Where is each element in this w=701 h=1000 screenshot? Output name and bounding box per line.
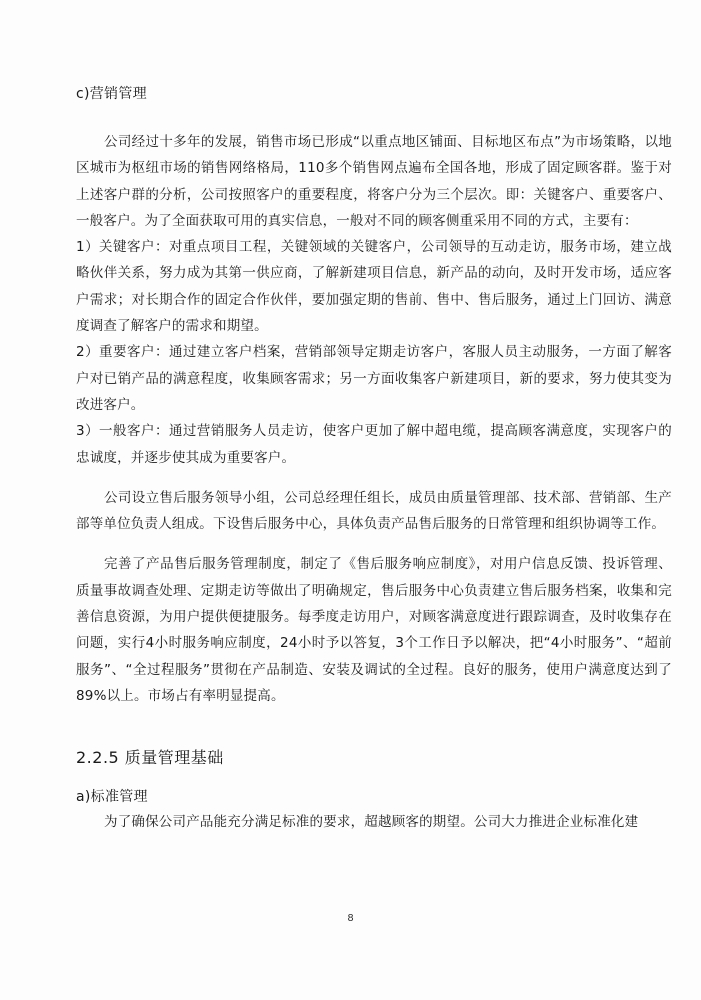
paragraph-after-sales-system: 完善了产品售后服务管理制度，制定了《售后服务响应制度》，对用户信息反馈、投诉管理、质量事故调查处理、定期走访等做出了明确规定，售后服务中心负责建立售后服务档案，收集和完善信息资源，为用户提供便捷服务。每季度走访用户，对顾客满意度进行跟踪调查，及时收集存在问题，实行4小时服务响应制度，24小时予以答复，3个工作日予以解决，把“4小时服务”、“超前服务”、“全过程服务”贯彻在产品制造、安装及调试的全过程。良好的服务，使用户满意度达到了89%以上。市场占有率明显提高。 (76, 556, 672, 704)
list-item-general-customers: 3）一般客户：通过营销服务人员走访，使客户更加了解中超电缆，提高顾客满意度，实现客户的忠诚度，并逐步使其成为重要客户。 (76, 423, 672, 466)
paragraph-standardization: 为了确保公司产品能充分满足标准的要求，超越顾客的期望。公司大力推进企业标准化建 (104, 814, 639, 831)
standard-heading: a)标准管理 (76, 789, 148, 806)
list-item-important-customers: 2）重要客户：通过建立客户档案，营销部领导定期走访客户，客服人员主动服务，一方面了解客户对已销产品的满意程度，收集顾客需求；另一方面收集客户新建项目，新的要求，努力使其变为改进客户。 (76, 344, 672, 413)
paragraph-market-strategy: 公司经过十多年的发展，销售市场已形成“以重点地区铺面、目标地区布点”为市场策略，以地区城市为枢纽市场的销售网络格局，110多个销售网点遍布全国各地，形成了固定顾客群。鉴于对上述客户群的分析，公司按照客户的重要程度，将客户分为三个层次。即：关键客户、重要客户、一般客户。为了全面获取可用的真实信息，一般对不同的顾客侧重采用不同的方式，主要有： (76, 134, 672, 229)
marketing-heading: c)营销管理 (76, 86, 147, 102)
page-number: 8 (347, 913, 354, 924)
paragraph-after-sales-group: 公司设立售后服务领导小组，公司总经理任组长，成员由质量管理部、技术部、营销部、生产部等单位负责人组成。下设售后服务中心，具体负责产品售后服务的日常管理和组织协调等工作。 (76, 489, 672, 533)
list-item-key-customers: 1）关键客户：对重点项目工程，关键领域的关键客户，公司领导的互动走访，服务市场，建立战略伙伴关系，努力成为其第一供应商，了解新建项目信息，新产品的动向，及时开发市场，适应客户需求；对长期合作的固定合作伙伴，要加强定期的售前、售中、售后服务，通过上门回访、满意度调查了解客户的需求和期望。 (76, 239, 672, 335)
page-content (76, 82, 672, 836)
section-title: 2.2.5 质量管理基础 (76, 748, 224, 768)
